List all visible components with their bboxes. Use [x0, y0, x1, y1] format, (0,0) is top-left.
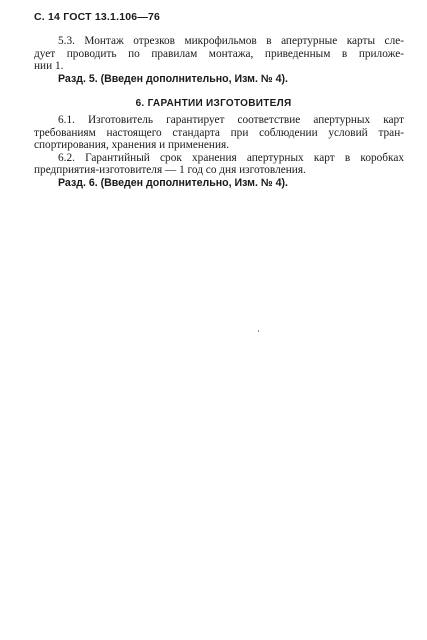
section-5-amendment-note: Разд. 5. (Введен дополнительно, Изм. № 4).: [58, 72, 288, 85]
paragraph-5-3-line-3: нии 1.: [34, 60, 64, 73]
paragraph-6-1-line-2: требованиям настоящего стандарта при соблюдении условий тран-: [34, 126, 404, 139]
paragraph-5-3-line-2: дует проводить по правилам монтажа, приведенным в приложе-: [34, 47, 404, 60]
paragraph-6-1-line-1: 6.1. Изготовитель гарантирует соответствие апертурных карт: [58, 114, 404, 126]
section-6-text: [34, 114, 404, 190]
paragraph-6-2-line-1: 6.2. Гарантийный срок хранения апертурных карт в коробках: [58, 151, 404, 164]
page-header: С. 14 ГОСТ 13.1.106—76: [34, 11, 161, 23]
paragraph-6-1-line-3: спортирования, хранения и применения.: [34, 139, 230, 152]
scan-speck: [258, 330, 259, 332]
paragraph-5-3-line-1: 5.3. Монтаж отрезков микрофильмов в апертурные карты сле-: [58, 35, 404, 47]
section-6-title: 6. ГАРАНТИИ ИЗГОТОВИТЕЛЯ: [135, 98, 292, 109]
paragraph-6-2-line-2: предприятия-изготовителя — 1 год со дня изготовления.: [34, 164, 306, 177]
section-6-amendment-note: Разд. 6. (Введен дополнительно, Изм. № 4).: [58, 176, 288, 189]
section-5-text: [34, 35, 404, 85]
